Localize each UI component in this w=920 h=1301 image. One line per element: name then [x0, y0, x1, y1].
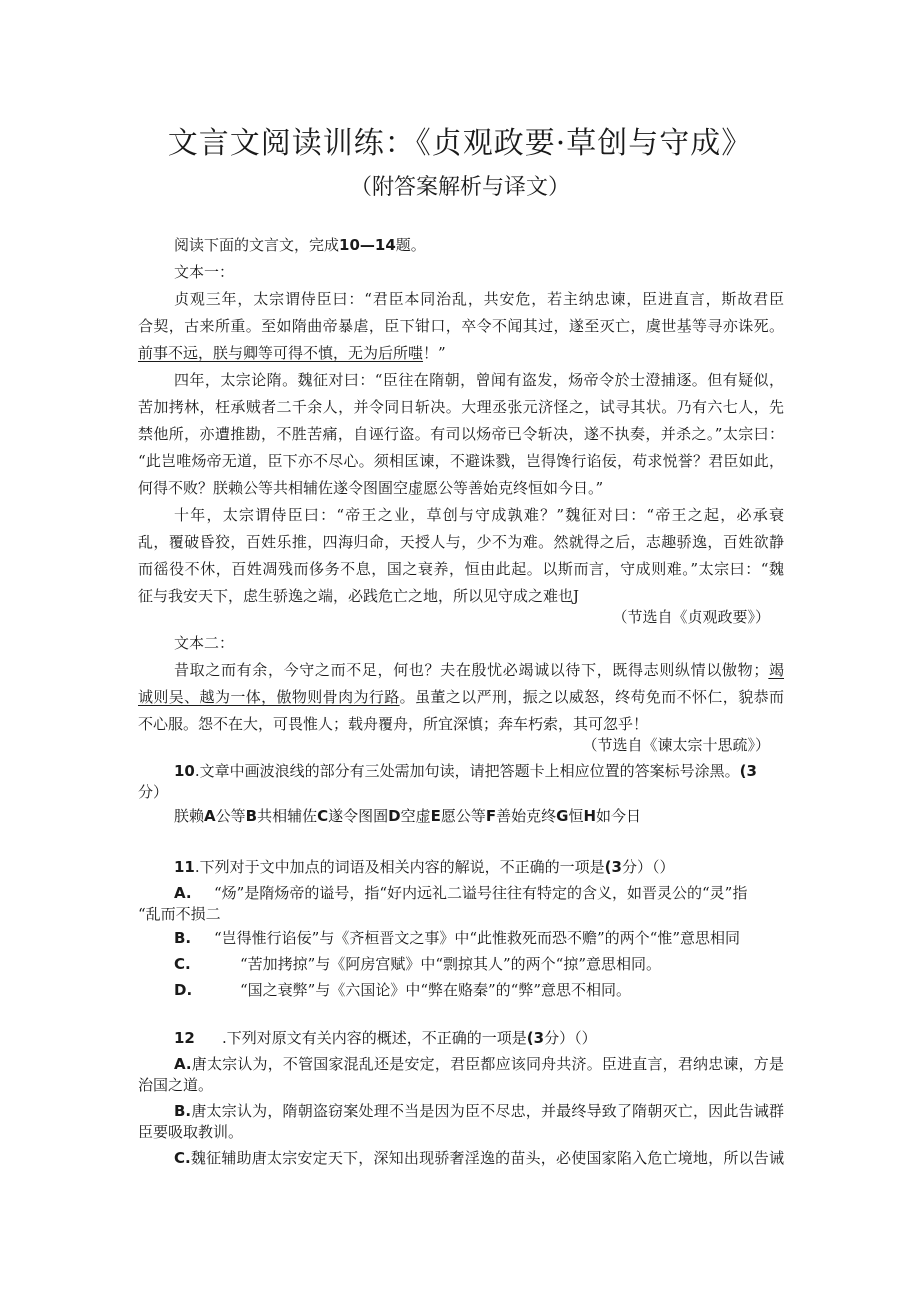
text1-p2-line1: 四年，太宗论隋。魏征对曰：“臣往在隋朝，曾闻有盗发，炀帝令於士澄捕逐。但有疑似， [174, 371, 784, 389]
text1-p2-line4: “此岂唯炀帝无道，臣下亦不尽心。须相匡谏，不避诛戮，岂得馋行谄佞，苟求悦誉？君臣如此， [138, 452, 784, 470]
q10-seg: 恒 [568, 807, 584, 825]
text1-p3-line4: 征与我安天下，虑生骄逸之端，必践危亡之地，所以见守成之难也J [138, 587, 580, 605]
q11-score-rest: 分）（） [621, 858, 675, 876]
text2-label: 文本二： [174, 634, 235, 652]
q10-mark-f: F [485, 807, 497, 825]
instructions [174, 235, 426, 255]
q10-mark-d: D [388, 807, 401, 825]
q10-mark-a: A [204, 807, 216, 825]
text1-p2-line3: 禁他所，亦遭推勘，不胜苦痛，自诬行盗。有司以炀帝已令斩决，遂不执奏，并杀之。”太宗曰： [138, 425, 784, 443]
q10-score: (3 [739, 762, 757, 780]
q12-text: .下列对原文有关内容的概述，不正确的一项是 [222, 1029, 527, 1047]
text2-line3: 不心服。怨不在大，可畏惟人；载舟覆舟，所宜深慎；奔车朽索，其可忽乎！ [138, 715, 649, 733]
q10-line2: 分） [138, 783, 169, 801]
q10-mark-g: G [556, 807, 569, 825]
q10-seg: 如今日 [596, 807, 642, 825]
q10-mark-h: H [583, 807, 597, 825]
q12-stem [174, 1028, 597, 1048]
q10-line1 [174, 761, 784, 781]
q12-option-a-text: 唐太宗认为，不管国家混乱还是安定，君臣都应该同舟共济。臣进直言，君纳忠谏，方是 [191, 1055, 784, 1073]
instructions-text: 阅读下面的文言文，完成 [174, 236, 340, 254]
q12-option-b [174, 1101, 784, 1121]
q12-option-a [174, 1054, 784, 1074]
text1-p1-line1: 贞观三年，太宗谓侍臣曰：“君臣本同治乱，共安危，若主纳忠谏，臣进直言，斯故君臣 [174, 290, 784, 308]
q11-option-a-text: “炀”是隋炀帝的谥号，指“好内远礼二谥号往往有特定的含义，如晋灵公的“灵”指 [214, 884, 748, 902]
q12-option-c-text: 魏征辅助唐太宗安定天下，深知出现骄奢淫逸的苗头，必使国家陷入危亡境地，所以告诫 [190, 1149, 784, 1167]
q11-text: .下列对于文中加点的词语及相关内容的解说，不正确的一项是 [194, 858, 605, 876]
text2-source: （节选自《谏太宗十思疏》） [582, 736, 770, 754]
q11-option-c [174, 954, 661, 974]
question-range: 10—14 [339, 236, 396, 254]
text1-source: （节选自《贞观政要》） [612, 608, 770, 626]
document-subtitle: （附答案解析与译文） [349, 175, 570, 200]
q10-seg: 善始克终 [496, 807, 557, 825]
q11-option-c-letter: C. [174, 955, 191, 973]
text2-line2-text: 。虽董之以严刑，振之以威怒，终苟免而不怀仁，貌恭而 [399, 688, 784, 706]
instructions-end: 题。 [395, 236, 426, 254]
q11-option-b-letter: B. [174, 929, 192, 947]
text1-label: 文本一： [174, 263, 235, 281]
q10-seg: 愿公等 [440, 807, 486, 825]
q11-option-a-cont: “乱而不损二 [138, 905, 221, 923]
q12-option-a-cont: 治国之道。 [138, 1076, 214, 1094]
q10-mark-b: B [245, 807, 258, 825]
text2-line1-text: 昔取之而有余，今守之而不足，何也？夫在殷忧必竭诚以待下，既得志则纵情以傲物； [174, 661, 769, 679]
q11-option-d [174, 980, 631, 1000]
q11-stem [174, 857, 674, 877]
text1-p1-line2: 合契，古来所重。至如隋曲帝暴虐，臣下钳口，卒令不闻其过，遂至灭亡，虞世基等寻亦诛死。 [138, 317, 784, 335]
q10-mark-e: E [430, 807, 441, 825]
q10-seg: 朕赖 [174, 807, 205, 825]
text1-p3-line2: 乱，覆破昏狡，百姓乐推，四海归命，天授人与，少不为难。然就得之后，志趣骄逸，百姓欲静 [138, 533, 784, 551]
q11-option-b [174, 928, 740, 948]
q11-option-d-text: “国之衰弊”与《六国论》中“弊在赂秦”的“弊”意思不相同。 [240, 981, 632, 999]
q12-score: (3 [526, 1029, 545, 1047]
q12-option-b-letter: B. [174, 1102, 192, 1120]
text2-line1-underlined: 竭 [768, 661, 784, 679]
q11-option-c-text: “苦加拷掠”与《阿房宫赋》中“剽掠其人”的两个“掠”意思相同。 [240, 955, 662, 973]
q12-score-rest: 分）（） [544, 1029, 597, 1047]
q10-seg: 公等 [215, 807, 246, 825]
q10-answer-line [174, 806, 641, 826]
q12-option-b-text: 唐太宗认为，隋朝盗窃案处理不当是因为臣不尽忠，并最终导致了隋朝灭亡，因此告诫群 [191, 1102, 784, 1120]
text2-line2-underlined: 诚则吴、越为一体，傲物则骨肉为行路 [138, 688, 400, 706]
text1-p2-line5: 何得不败？朕赖公等共相辅佐遂令图圄空虚愿公等善始克终恒如今日。” [138, 479, 604, 497]
q12-option-c [174, 1148, 784, 1168]
q10-seg: 遂令图圄 [328, 807, 389, 825]
document-title: 文言文阅读训练：《贞观政要·草创与守成》 [167, 126, 753, 161]
q10-seg: 共相辅佐 [257, 807, 318, 825]
text2-line2 [138, 687, 784, 707]
text2-line1 [174, 660, 784, 680]
text1-p1-line3-end: ！” [423, 344, 446, 362]
q11-option-d-letter: D. [174, 981, 193, 999]
text1-p2-line2: 苦加拷林，枉承贼者二千余人，并令同日斩决。大理丞张元济怪之，试寻其状。乃有六七人，先 [138, 398, 784, 416]
q12-option-c-letter: C. [174, 1149, 191, 1167]
q10-mark-c: C [317, 807, 329, 825]
text1-p1-line3 [138, 343, 446, 363]
q11-option-b-text: “岂得惟行谄佞”与《齐桓晋文之事》中“此惟救死而恐不赡”的两个“惟”意思相同 [214, 929, 741, 947]
q10-text: .文章中画波浪线的部分有三处需加句读，请把答题卡上相应位置的答案标号涂黑。 [194, 762, 740, 780]
text1-p3-line3: 而徭役不休，百姓凋残而侈务不息，国之衰养，恒由此起。以斯而言，守成则难。”太宗曰：“魏 [138, 560, 784, 578]
underlined-sentence: 前事不远，朕与卿等可得不慎，无为后所嗤 [138, 344, 424, 362]
q12-number: 12 [174, 1029, 195, 1047]
q11-score: (3 [604, 858, 622, 876]
q12-option-a-letter: A. [174, 1055, 192, 1073]
q12-option-b-cont: 臣要吸取教训。 [138, 1123, 244, 1141]
q11-number: 11 [174, 858, 195, 876]
q11-option-a-letter: A. [174, 884, 192, 902]
text1-p3-line1: 十年，太宗谓侍臣曰：“帝王之业，草创与守成孰难？”魏征对曰：“帝王之起，必承衰 [174, 506, 784, 524]
q10-number: 10 [174, 762, 195, 780]
q11-option-a [174, 883, 747, 903]
q10-seg: 空虚 [400, 807, 431, 825]
